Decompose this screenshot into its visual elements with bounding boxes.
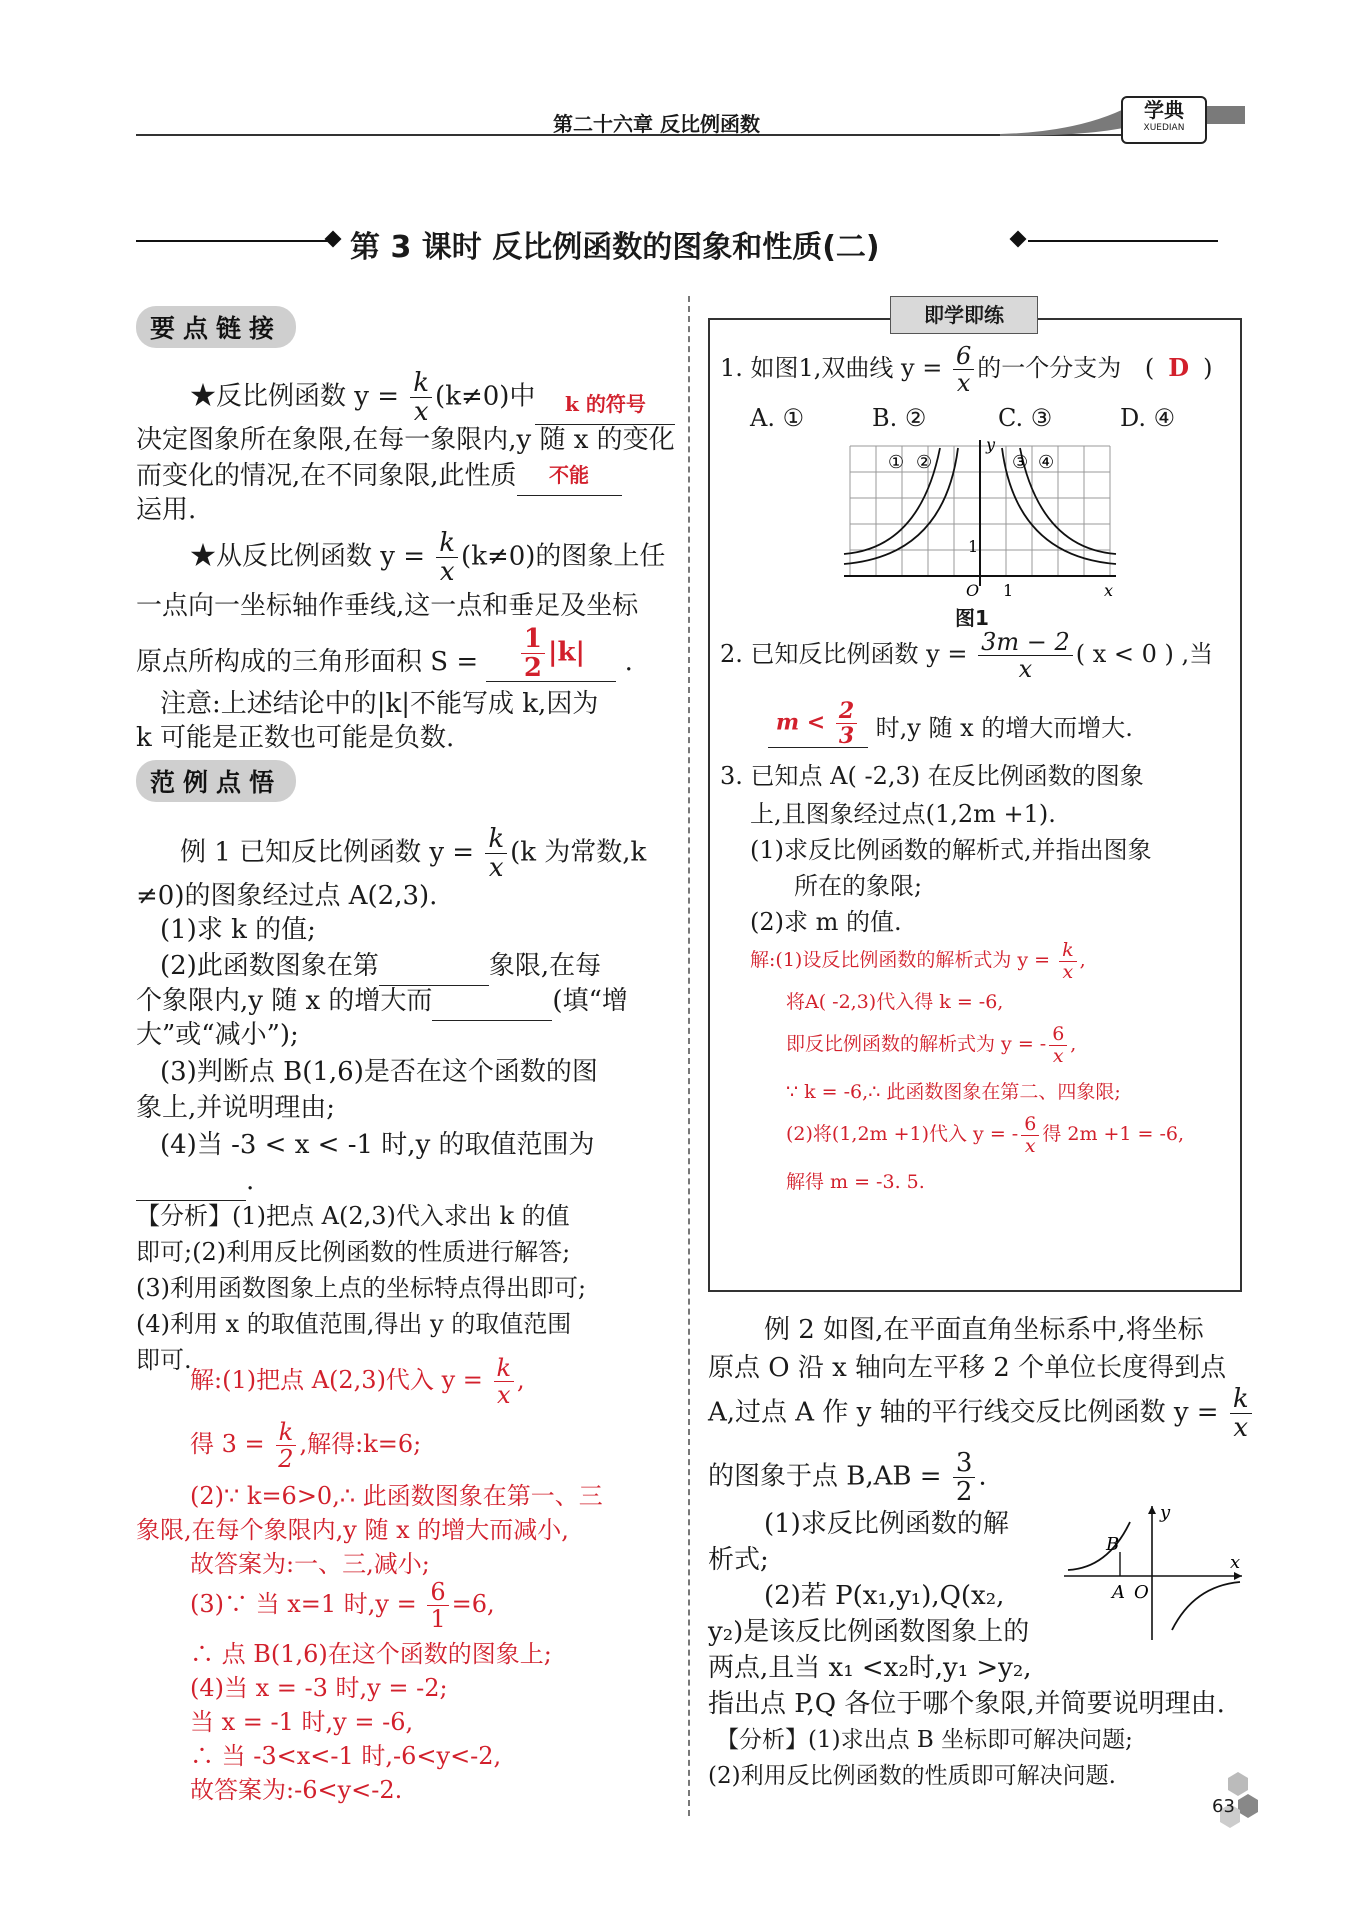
practice-tab: 即学即练 bbox=[890, 296, 1038, 334]
diamond-icon bbox=[325, 231, 342, 248]
practice-q1-answer: D bbox=[1168, 353, 1190, 382]
practice-solution-3: 即反比例函数的解析式为 y = - $\frac{6}{x}$ , bbox=[786, 1022, 1077, 1067]
example1-analysis-3: (3)利用函数图象上点的坐标特点得出即可; bbox=[136, 1274, 587, 1302]
svg-text:O: O bbox=[1134, 1582, 1149, 1603]
brand-logo: 学典 XUEDIAN bbox=[1121, 96, 1207, 144]
key-point-1-line4: 运用. bbox=[136, 495, 197, 525]
svg-text:③: ③ bbox=[1012, 452, 1029, 473]
answer-area: $\frac{1}{2}$ |k| bbox=[486, 626, 616, 682]
practice-q1-option-a: A. ① bbox=[750, 404, 805, 432]
practice-solution-2: 将A( -2,3)代入得 k = -6, bbox=[786, 991, 1004, 1013]
practice-solution-1: 解:(1)设反比例函数的解析式为 y = $\frac{k}{x}$ , bbox=[750, 938, 1086, 983]
page-number: 63 bbox=[1212, 1796, 1235, 1817]
key-point-1-line1: ★反比例函数 y = $\frac{k}{x}$ (k≠0)中 k 的符号 bbox=[190, 370, 675, 425]
example1-solution-3: (2)∵ k=6>0,∴ 此函数图象在第一、三 bbox=[190, 1482, 603, 1510]
example1-q2-line3: 大”或“减小”); bbox=[136, 1020, 299, 1050]
example1-solution-9: 当 x = -1 时,y = -6, bbox=[190, 1708, 414, 1736]
example1-q3-line2: 象上,并说明理由; bbox=[136, 1093, 336, 1123]
svg-text:①: ① bbox=[888, 452, 905, 473]
practice-q3-line4: 所在的象限; bbox=[794, 872, 923, 900]
svg-text:1: 1 bbox=[968, 537, 979, 556]
practice-q1-option-b: B. ② bbox=[872, 404, 927, 432]
svg-text:x: x bbox=[1230, 1552, 1241, 1573]
practice-solution-4: ∵ k = -6,∴ 此函数图象在第二、四象限; bbox=[786, 1081, 1121, 1103]
header-chapter: 第二十六章 反比例函数 bbox=[553, 112, 760, 136]
answer-cannot: 不能 bbox=[517, 455, 622, 496]
example1-analysis-4: (4)利用 x 的取值范围,得出 y 的取值范围 bbox=[136, 1310, 572, 1338]
practice-solution-6: 解得 m = -3. 5. bbox=[786, 1171, 925, 1193]
diamond-icon bbox=[1010, 231, 1027, 248]
example1-solution-10: ∴ 当 -3<x<-1 时,-6<y<-2, bbox=[190, 1742, 502, 1770]
example1-analysis-5: 即可. bbox=[136, 1346, 192, 1374]
example2-line4: 的图象于点 B,AB = $\frac{3}{2}$ . bbox=[708, 1448, 987, 1507]
practice-q3-line3: (1)求反比例函数的解析式,并指出图象 bbox=[750, 836, 1152, 864]
key-point-1-line2: 决定图象所在象限,在每一象限内,y 随 x 的变化 bbox=[136, 425, 675, 455]
example2-analysis-1: 【分析】(1)求出点 B 坐标即可解决问题; bbox=[716, 1727, 1133, 1753]
example2-figure bbox=[1064, 1502, 1244, 1642]
example1-solution-8: (4)当 x = -3 时,y = -2; bbox=[190, 1674, 448, 1702]
example1-solution-2: 得 3 = $\frac{k}{2}$ ,解得:k=6; bbox=[190, 1418, 422, 1473]
column-divider bbox=[688, 296, 690, 1816]
key-point-1-line3: 而变化的情况,在不同象限,此性质 不能 bbox=[136, 455, 622, 496]
example2-q2-line4: 指出点 P,Q 各位于哪个象限,并简要说明理由. bbox=[708, 1689, 1225, 1719]
example1-line1: 例 1 已知反比例函数 y = $\frac{k}{x}$ (k 为常数,k bbox=[180, 824, 647, 883]
example1-analysis-2: 即可;(2)利用反比例函数的性质进行解答; bbox=[136, 1238, 571, 1266]
practice-solution-5: (2)将(1,2m +1)代入 y = - $\frac{6}{x}$ 得 2m +1 = -6, bbox=[786, 1112, 1185, 1157]
example1-q3-line1: (3)判断点 B(1,6)是否在这个函数的图 bbox=[160, 1057, 598, 1087]
section-key-points: 要点链接 bbox=[136, 306, 296, 348]
practice-q2-answer: m < $\frac{2}{3}$ bbox=[768, 700, 868, 748]
svg-text:x: x bbox=[1104, 581, 1114, 600]
example1-q1: (1)求 k 的值; bbox=[160, 915, 316, 945]
svg-text:y: y bbox=[986, 436, 996, 454]
practice-q2-line1: 2. 已知反比例函数 y = $\frac{3m - 2}{x}$ ( x < 0 ) ,当 bbox=[720, 628, 1214, 683]
figure-1-hyperbola-grid bbox=[840, 436, 1120, 602]
practice-q1-option-c: C. ③ bbox=[998, 404, 1053, 432]
svg-text:1: 1 bbox=[1003, 581, 1014, 600]
example2-q1-line2: 析式; bbox=[708, 1545, 769, 1575]
example1-solution-11: 故答案为:-6<y<-2. bbox=[190, 1776, 403, 1804]
example1-q2-line1: (2)此函数图象在第 象限,在每 bbox=[160, 945, 601, 986]
example2-line3: A,过点 A 作 y 轴的平行线交反比例函数 y = $\frac{k}{x}$ bbox=[708, 1386, 1255, 1441]
example1-solution-1: 解:(1)把点 A(2,3)代入 y = $\frac{k}{x}$ , bbox=[190, 1354, 525, 1409]
example1-solution-7: ∴ 点 B(1,6)在这个函数的图象上; bbox=[190, 1640, 552, 1668]
answer-sign-of-k: k 的符号 bbox=[535, 384, 675, 425]
figure-1-caption: 图1 bbox=[955, 606, 989, 630]
practice-q1: 1. 如图1,双曲线 y = $\frac{6}{x}$ 的一个分支为 ( D ) bbox=[720, 342, 1213, 397]
example2-q2-line3: 两点,且当 x₁ <x₂时,y₁ >y₂, bbox=[708, 1653, 1032, 1683]
example2-q2-line2: y₂)是该反比例函数图象上的 bbox=[708, 1617, 1030, 1647]
example1-solution-5: 故答案为:一、三,减小; bbox=[190, 1550, 430, 1578]
svg-text:O: O bbox=[966, 581, 980, 600]
example1-q4-blank: . bbox=[136, 1160, 254, 1201]
example2-q1-line1: (1)求反比例函数的解 bbox=[764, 1509, 1009, 1539]
lesson-title: 第 3 课时 反比例函数的图象和性质(二) bbox=[350, 230, 880, 265]
practice-q2-line2: m < $\frac{2}{3}$ 时,y 随 x 的增大而增大. bbox=[768, 700, 1133, 748]
key-point-2-line1: ★从反比例函数 y = $\frac{k}{x}$ (k≠0)的图象上任 bbox=[190, 528, 666, 587]
practice-q1-option-d: D. ④ bbox=[1120, 404, 1176, 432]
example2-line2: 原点 O 沿 x 轴向左平移 2 个单位长度得到点 bbox=[708, 1353, 1227, 1383]
svg-text:④: ④ bbox=[1038, 452, 1055, 473]
example1-line2: ≠0)的图象经过点 A(2,3). bbox=[136, 881, 438, 911]
title-line-right bbox=[1028, 240, 1218, 242]
key-point-2-line2: 一点向一坐标轴作垂线,这一点和垂足及坐标 bbox=[136, 591, 639, 621]
key-point-2-line3: 原点所构成的三角形面积 S = $\frac{1}{2}$ |k| . bbox=[136, 624, 633, 683]
note-line1: 注意:上述结论中的|k|不能写成 k,因为 bbox=[160, 689, 599, 719]
example1-analysis-1: 【分析】(1)把点 A(2,3)代入求出 k 的值 bbox=[136, 1202, 570, 1230]
example1-q4: (4)当 -3 < x < -1 时,y 的取值范围为 bbox=[160, 1130, 595, 1160]
example1-solution-4: 象限,在每个象限内,y 随 x 的增大而减小, bbox=[136, 1516, 569, 1544]
note-line2: k 可能是正数也可能是负数. bbox=[136, 723, 455, 753]
example2-analysis-2: (2)利用反比例函数的性质即可解决问题. bbox=[708, 1763, 1116, 1789]
svg-text:y: y bbox=[1160, 1502, 1171, 1523]
svg-text:②: ② bbox=[916, 452, 933, 473]
svg-text:A: A bbox=[1112, 1582, 1125, 1603]
practice-q3-line5: (2)求 m 的值. bbox=[750, 908, 902, 936]
title-line-left bbox=[136, 240, 331, 242]
section-examples: 范例点悟 bbox=[136, 760, 296, 802]
practice-q3-line1: 3. 已知点 A( -2,3) 在反比例函数的图象 bbox=[720, 762, 1144, 790]
example1-q2-line2: 个象限内,y 随 x 的增大而 (填“增 bbox=[136, 980, 628, 1021]
example1-solution-6: (3)∵ 当 x=1 时,y = $\frac{6}{1}$ =6, bbox=[190, 1578, 495, 1633]
example2-line1: 例 2 如图,在平面直角坐标系中,将坐标 bbox=[764, 1315, 1204, 1345]
svg-text:B: B bbox=[1106, 1534, 1120, 1555]
practice-q3-line2: 上,且图象经过点(1,2m +1). bbox=[750, 800, 1056, 828]
example2-q2-line1: (2)若 P(x₁,y₁),Q(x₂, bbox=[764, 1581, 1005, 1611]
